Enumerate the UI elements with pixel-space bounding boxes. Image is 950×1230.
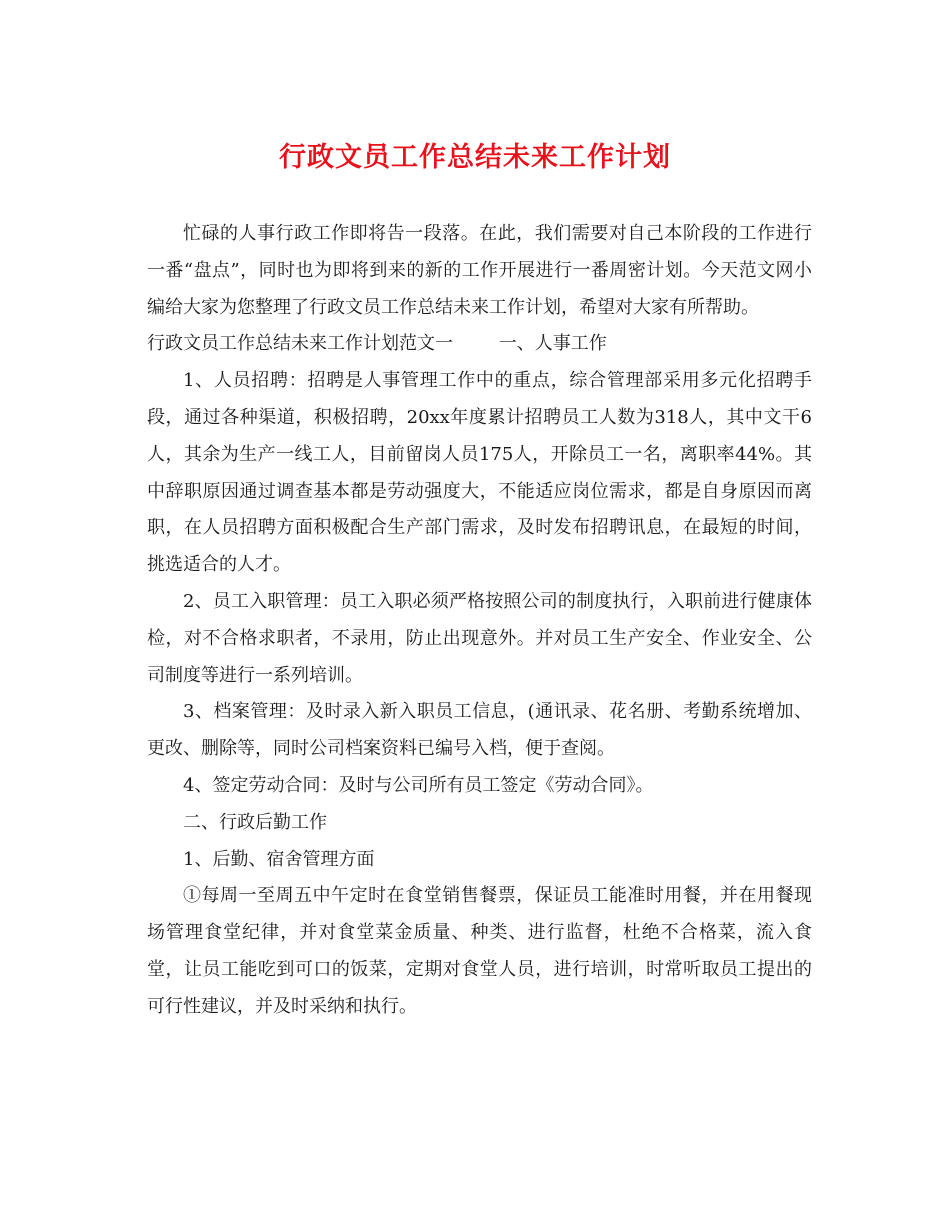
section-heading-paragraph: 行政文员工作总结未来工作计划范文一 一、人事工作 xyxy=(147,333,607,355)
document-title: 行政文员工作总结未来工作计划 xyxy=(279,142,671,173)
intro-paragraph: 忙碌的人事行政工作即将告一段落。在此，我们需要对自己本阶段的工作进行一番“盘点”，同时也为即将到来的新的工作开展进行一番周密计划。今天范文网小编给大家为您整理了行政文员工作总结未来工作计划，希望对大家有所帮助。 xyxy=(147,223,812,318)
contract-paragraph: 4、签定劳动合同：及时与公司所有员工签定《劳动合同》。 xyxy=(183,774,654,796)
archive-paragraph: 3、档案管理：及时录入新入职员工信息，(通讯录、花名册、考勤系统增加、更改、删除等，同时公司档案资料已编号入档，便于查阅。 xyxy=(147,701,812,760)
onboarding-paragraph: 2、员工入职管理：员工入职必须严格按照公司的制度执行，入职前进行健康体检，对不合格求职者，不录用，防止出现意外。并对员工生产安全、作业安全、公司制度等进行一系列培训。 xyxy=(147,590,812,686)
logistics-heading: 二、行政后勤工作 xyxy=(183,811,327,833)
canteen-paragraph: ①每周一至周五中午定时在食堂销售餐票，保证员工能准时用餐，并在用餐现场管理食堂纪律，并对食堂菜金质量、种类、进行监督，杜绝不合格菜，流入食堂，让员工能吃到可口的饭菜，定期对食堂人员，进行培训，时常听取员工提出的可行性建议，并及时采纳和执行。 xyxy=(147,885,812,1017)
document-body xyxy=(147,216,812,1026)
dormitory-heading: 1、后勤、宿舍管理方面 xyxy=(183,848,375,870)
recruitment-paragraph: 1、人员招聘：招聘是人事管理工作中的重点，综合管理部采用多元化招聘手段，通过各种渠道，积极招聘，20xx年度累计招聘员工人数为318人，其中文干6人，其余为生产一线工人，目前留岗人员175人，开除员工一名，离职率44%。其中辞职原因通过调查基本都是劳动强度大，不能适应岗位需求，都是自身原因而离职，在人员招聘方面积极配合生产部门需求，及时发布招聘讯息，在最短的时间，挑选适合的人才。 xyxy=(147,370,812,576)
